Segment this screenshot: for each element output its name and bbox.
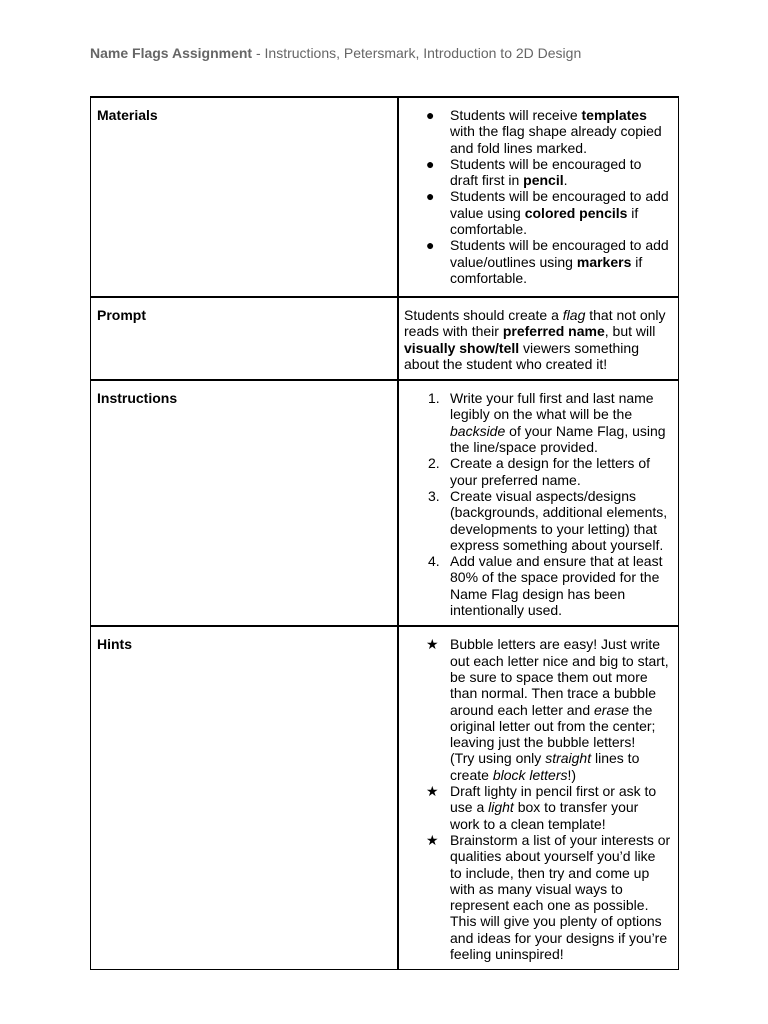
star-icon: ★ <box>426 831 439 848</box>
list-item: ★ Draft lighty in pencil first or ask to use a light box to transfer your work to a clean template! <box>426 783 657 832</box>
table-row-hints <box>91 626 679 969</box>
table-row-materials <box>91 97 679 297</box>
list-item: ★ Bubble letters are easy! Just write out each letter nice and big to start, be sure to space them out more than normal. Then trace a bubble around each letter and erase the original letter out from the center; leaving just the bubble letters! (Try using only straight lines to create block letters!) <box>426 636 669 783</box>
table-row-instructions <box>91 380 679 626</box>
list-item: ★ Brainstorm a list of your interests or qualities about yourself you’d like to include, then try and come up with as many visual ways to represent each one as possible. This will give you plenty of options and ideas for your designs if you’re feeling uninspired! <box>426 831 671 962</box>
assignment-table <box>90 96 679 970</box>
document-header <box>90 45 581 61</box>
bullet-icon: ● <box>426 107 435 123</box>
list-item: 2. Create a design for the letters of your preferred name. <box>428 455 650 488</box>
prompt-content: Students should create a flag that not only reads with their preferred name, but will visually show/tell viewers something about the student who created it! <box>398 297 679 380</box>
hints-label: Hints <box>91 626 399 969</box>
prompt-label: Prompt <box>91 297 399 380</box>
instructions-list <box>404 390 671 618</box>
bullet-icon: ● <box>426 188 435 205</box>
materials-label: Materials <box>91 97 399 297</box>
hints-content <box>398 626 679 969</box>
list-item: ● Students will receive templates with the flag shape already copied and fold lines marked. <box>426 107 662 156</box>
list-item: ● Students will be encouraged to draft first in pencil. <box>426 155 642 189</box>
document-title: Name Flags Assignment <box>90 45 253 61</box>
bullet-icon: ● <box>426 237 435 254</box>
list-item: 1. Write your full first and last name legibly on the what will be the backside of your Name Flag, using the line/space provided. <box>428 390 666 456</box>
table-row-prompt <box>91 297 679 380</box>
list-item: 4. Add value and ensure that at least 80% of the space provided for the Name Flag design has been intentionally used. <box>428 553 663 619</box>
list-item: ● Students will be encouraged to add value/outlines using markers if comfortable. <box>426 237 669 286</box>
instructions-label: Instructions <box>91 380 399 626</box>
materials-content <box>398 97 679 297</box>
hints-list <box>404 636 671 962</box>
instructions-content <box>398 380 679 626</box>
list-item: ● Students will be encouraged to add value using colored pencils if comfortable. <box>426 188 669 238</box>
document-subtitle: - Instructions, Petersmark, Introduction to 2D Design <box>252 45 582 61</box>
star-icon: ★ <box>426 636 439 653</box>
list-item: 3. Create visual aspects/designs (backgrounds, additional elements, developments to your letting) that express something about yourself. <box>428 487 668 553</box>
star-icon: ★ <box>426 783 439 800</box>
materials-list <box>404 107 671 286</box>
bullet-icon: ● <box>426 155 435 172</box>
